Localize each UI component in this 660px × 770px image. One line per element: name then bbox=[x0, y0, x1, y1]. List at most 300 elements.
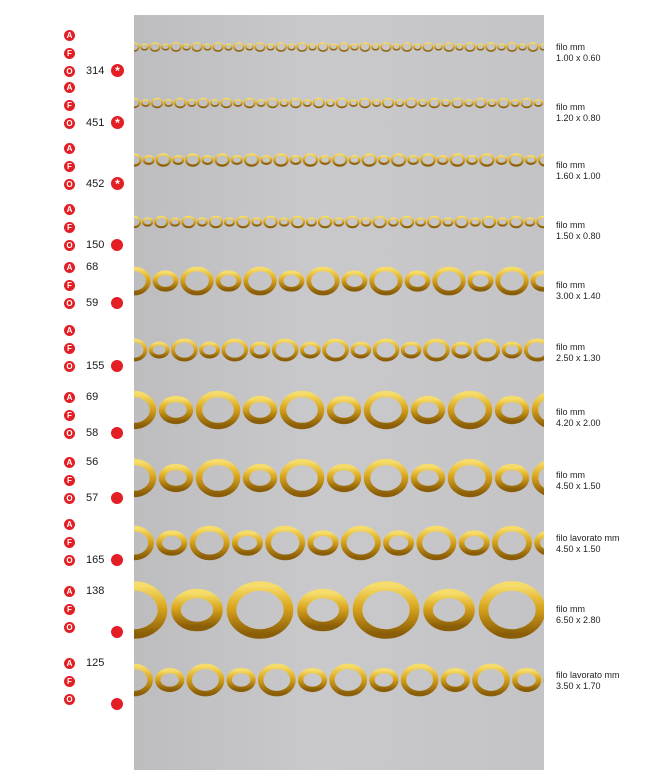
chain-link bbox=[134, 154, 141, 165]
chain-link bbox=[534, 100, 542, 106]
chain-link bbox=[451, 462, 489, 494]
chain-link bbox=[540, 44, 544, 50]
spec-label: filo mm bbox=[556, 604, 585, 614]
chain-link bbox=[324, 340, 347, 359]
chain-link bbox=[537, 217, 544, 227]
chain-link bbox=[314, 99, 324, 108]
chain-link bbox=[304, 154, 317, 165]
chain-link bbox=[367, 394, 405, 426]
chain-link bbox=[497, 156, 507, 164]
chain-link bbox=[297, 43, 307, 51]
chain-row bbox=[134, 154, 544, 165]
chain-link bbox=[225, 218, 234, 225]
chain-link bbox=[142, 100, 150, 106]
chain-link bbox=[451, 154, 464, 165]
chain-link bbox=[511, 100, 519, 106]
chain-link bbox=[362, 218, 371, 225]
code-o: 150 bbox=[86, 239, 105, 251]
code-o: 165 bbox=[86, 554, 105, 566]
letter-badge-f: F bbox=[64, 48, 75, 59]
spec-value: 3.00 x 1.40 bbox=[556, 291, 601, 301]
chain-link bbox=[157, 154, 170, 165]
chain-link bbox=[504, 343, 521, 356]
chain-link bbox=[332, 666, 364, 693]
chain-link bbox=[414, 44, 421, 50]
chain-link bbox=[330, 399, 358, 421]
chain-row bbox=[134, 529, 544, 558]
chain-link bbox=[327, 100, 335, 106]
spec-label: filo mm bbox=[556, 102, 585, 112]
chain-link bbox=[307, 218, 316, 225]
chain-link bbox=[537, 533, 544, 553]
code-a: 125 bbox=[86, 657, 105, 669]
chain-link bbox=[302, 594, 344, 627]
spec-value: 4.50 x 1.50 bbox=[556, 481, 601, 491]
letter-badge-a: A bbox=[64, 392, 75, 403]
star-icon: * bbox=[111, 64, 124, 77]
chain-link bbox=[526, 340, 544, 359]
chain-link bbox=[360, 99, 370, 108]
chain-link bbox=[261, 156, 271, 164]
chain-link bbox=[438, 156, 448, 164]
chain-link bbox=[165, 100, 173, 106]
chain-link bbox=[339, 43, 349, 51]
chain-link bbox=[379, 156, 389, 164]
chain-link bbox=[309, 44, 316, 50]
chain-link bbox=[444, 43, 454, 51]
chain-link bbox=[301, 671, 325, 690]
chain-link bbox=[182, 217, 194, 227]
chain-link bbox=[408, 156, 418, 164]
letter-badge-o: O bbox=[64, 428, 75, 439]
chain-link bbox=[367, 462, 405, 494]
chain-link bbox=[488, 100, 496, 106]
chain-link bbox=[386, 533, 411, 553]
chain-link bbox=[225, 44, 232, 50]
chain-link bbox=[480, 154, 493, 165]
star-icon: * bbox=[111, 116, 124, 129]
chain-link bbox=[396, 100, 404, 106]
chain-link bbox=[210, 217, 222, 227]
code-a: 138 bbox=[86, 585, 105, 597]
chain-link bbox=[193, 529, 227, 558]
code-o: 451 bbox=[86, 117, 105, 129]
letter-badge-o: O bbox=[64, 555, 75, 566]
chain-link bbox=[176, 594, 218, 627]
chain-link bbox=[192, 43, 202, 51]
chain-link bbox=[143, 218, 152, 225]
chain-link bbox=[280, 100, 288, 106]
chain-link bbox=[218, 273, 239, 290]
letter-badge-f: F bbox=[64, 475, 75, 486]
chain-link bbox=[443, 218, 452, 225]
code-a: 56 bbox=[86, 456, 99, 468]
chain-link bbox=[521, 99, 531, 108]
chain-link bbox=[471, 218, 480, 225]
chain-link bbox=[175, 99, 185, 108]
code-o: 57 bbox=[86, 492, 99, 504]
chain-link bbox=[498, 99, 508, 108]
chain-link bbox=[334, 218, 343, 225]
dot-icon bbox=[111, 492, 123, 504]
letter-badge-o: O bbox=[64, 694, 75, 705]
chain-link bbox=[452, 99, 462, 108]
specs-column bbox=[556, 0, 660, 770]
chain-link bbox=[173, 340, 196, 359]
chain-link bbox=[498, 218, 507, 225]
chain-link bbox=[252, 343, 269, 356]
chain-link bbox=[455, 217, 467, 227]
chain-link bbox=[435, 44, 442, 50]
chain-link bbox=[465, 100, 473, 106]
chain-link bbox=[416, 218, 425, 225]
chain-photos bbox=[134, 15, 544, 770]
chain-link bbox=[352, 343, 369, 356]
letter-badge-o: O bbox=[64, 493, 75, 504]
chain-link bbox=[232, 156, 242, 164]
chain-link bbox=[535, 394, 544, 426]
chain-link bbox=[360, 43, 370, 51]
chain-link bbox=[203, 156, 213, 164]
chain-link bbox=[199, 394, 237, 426]
codes-column bbox=[0, 0, 134, 770]
letter-badge-f: F bbox=[64, 676, 75, 687]
letter-badge-o: O bbox=[64, 179, 75, 190]
chain-link bbox=[381, 43, 391, 51]
chain-link bbox=[525, 218, 534, 225]
letter-badge-a: A bbox=[64, 457, 75, 468]
letter-badge-a: A bbox=[64, 519, 75, 530]
chain-link bbox=[344, 273, 365, 290]
chain-link bbox=[189, 666, 221, 693]
chain-link bbox=[134, 394, 153, 426]
chain-row bbox=[134, 269, 544, 293]
chain-link bbox=[403, 343, 420, 356]
chain-link bbox=[375, 340, 398, 359]
chain-link bbox=[246, 269, 275, 293]
chain-link bbox=[276, 43, 286, 51]
chain-link bbox=[451, 394, 489, 426]
chain-link bbox=[443, 671, 467, 690]
letter-badge-a: A bbox=[64, 262, 75, 273]
chain-link bbox=[419, 529, 453, 558]
chain-link bbox=[330, 467, 358, 489]
chain-link bbox=[539, 154, 544, 165]
chain-link bbox=[303, 100, 311, 106]
chain-link bbox=[486, 43, 496, 51]
chain-link bbox=[421, 154, 434, 165]
chain-link bbox=[280, 218, 289, 225]
chain-row bbox=[134, 43, 544, 51]
chain-link bbox=[351, 44, 358, 50]
letter-badge-f: F bbox=[64, 343, 75, 354]
letter-badge-o: O bbox=[64, 240, 75, 251]
dot-icon bbox=[111, 297, 123, 309]
chain-link bbox=[281, 273, 302, 290]
spec-value: 4.50 x 1.50 bbox=[556, 544, 601, 554]
letter-badge-a: A bbox=[64, 143, 75, 154]
chain-link bbox=[201, 343, 218, 356]
chain-row bbox=[134, 340, 544, 359]
chain-link bbox=[134, 462, 153, 494]
chain-link bbox=[462, 533, 487, 553]
chain-link bbox=[159, 533, 184, 553]
chain-link bbox=[372, 269, 401, 293]
chain-link bbox=[467, 156, 477, 164]
chain-link bbox=[401, 217, 413, 227]
chain-link bbox=[453, 343, 470, 356]
chain-link bbox=[498, 44, 505, 50]
chain-link bbox=[392, 154, 405, 165]
chain-link bbox=[330, 44, 337, 50]
spec-label: filo mm bbox=[556, 342, 585, 352]
chain-link bbox=[483, 217, 495, 227]
chain-link bbox=[186, 154, 199, 165]
chain-link bbox=[171, 43, 181, 51]
spec-value: 1.50 x 0.80 bbox=[556, 231, 601, 241]
chain-link bbox=[319, 217, 331, 227]
chain-link bbox=[498, 269, 527, 293]
spec-label: filo mm bbox=[556, 160, 585, 170]
letter-badge-a: A bbox=[64, 30, 75, 41]
spec-label: filo mm bbox=[556, 407, 585, 417]
chain-link bbox=[414, 467, 442, 489]
chain-link bbox=[535, 462, 544, 494]
letter-badge-a: A bbox=[64, 658, 75, 669]
chain-link bbox=[198, 99, 208, 108]
chain-link bbox=[211, 100, 219, 106]
chain-link bbox=[274, 154, 287, 165]
chain-link bbox=[246, 467, 274, 489]
chain-link bbox=[519, 44, 526, 50]
chain-link bbox=[429, 99, 439, 108]
chain-link bbox=[318, 43, 328, 51]
code-o: 314 bbox=[86, 65, 105, 77]
chain-link bbox=[151, 343, 168, 356]
chain-link bbox=[235, 533, 260, 553]
chain-link bbox=[302, 343, 319, 356]
chain-link bbox=[245, 154, 258, 165]
chain-row bbox=[134, 666, 544, 693]
chain-link bbox=[134, 269, 148, 293]
letter-badge-f: F bbox=[64, 280, 75, 291]
chain-link bbox=[134, 217, 140, 227]
chain-link bbox=[267, 99, 277, 108]
chain-link bbox=[406, 99, 416, 108]
chain-link bbox=[261, 666, 293, 693]
chain-link bbox=[155, 217, 167, 227]
chain-link bbox=[183, 269, 212, 293]
chain-link bbox=[170, 218, 179, 225]
chain-link bbox=[232, 586, 289, 634]
chain-link bbox=[372, 671, 396, 690]
chain-link bbox=[141, 44, 148, 50]
chain-link bbox=[198, 218, 207, 225]
letter-badge-f: F bbox=[64, 410, 75, 421]
dot-icon bbox=[111, 427, 123, 439]
chain-link bbox=[134, 99, 139, 108]
letter-badge-f: F bbox=[64, 161, 75, 172]
chain-link bbox=[134, 529, 151, 558]
chain-link bbox=[152, 99, 162, 108]
chain-link bbox=[134, 340, 145, 359]
chain-link bbox=[425, 340, 448, 359]
code-o: 155 bbox=[86, 360, 105, 372]
chain-link bbox=[283, 462, 321, 494]
chain-row bbox=[134, 586, 544, 634]
chain-row bbox=[134, 217, 544, 227]
letter-badge-a: A bbox=[64, 325, 75, 336]
chain-link bbox=[346, 217, 358, 227]
letter-badge-o: O bbox=[64, 118, 75, 129]
chain-link bbox=[393, 44, 400, 50]
dot-icon bbox=[111, 626, 123, 638]
chain-link bbox=[423, 43, 433, 51]
chain-link bbox=[510, 217, 522, 227]
chain-link bbox=[229, 671, 253, 690]
spec-label: filo mm bbox=[556, 470, 585, 480]
spec-label: filo lavorato mm bbox=[556, 670, 620, 680]
chain-link bbox=[515, 671, 539, 690]
letter-badge-f: F bbox=[64, 604, 75, 615]
chain-link bbox=[358, 586, 415, 634]
chain-link bbox=[484, 586, 541, 634]
chain-link bbox=[134, 43, 139, 51]
letter-badge-a: A bbox=[64, 82, 75, 93]
chain-link bbox=[244, 99, 254, 108]
chain-row bbox=[134, 99, 544, 108]
chain-link bbox=[267, 44, 274, 50]
chain-link bbox=[162, 399, 190, 421]
chain-link bbox=[428, 594, 470, 627]
spec-value: 2.50 x 1.30 bbox=[556, 353, 601, 363]
letter-badge-f: F bbox=[64, 537, 75, 548]
chain-link bbox=[290, 99, 300, 108]
chain-link bbox=[213, 43, 223, 51]
letter-badge-a: A bbox=[64, 204, 75, 215]
spec-value: 3.50 x 1.70 bbox=[556, 681, 601, 691]
chain-link bbox=[428, 217, 440, 227]
code-o: 59 bbox=[86, 297, 99, 309]
chain-link bbox=[337, 99, 347, 108]
code-o: 452 bbox=[86, 178, 105, 190]
chain-link bbox=[199, 462, 237, 494]
chain-link bbox=[407, 273, 428, 290]
chain-link bbox=[350, 156, 360, 164]
chain-link bbox=[188, 100, 196, 106]
chain-link bbox=[403, 666, 435, 693]
spec-value: 1.00 x 0.60 bbox=[556, 53, 601, 63]
code-o: 58 bbox=[86, 427, 99, 439]
spec-label: filo mm bbox=[556, 220, 585, 230]
dot-icon bbox=[111, 554, 123, 566]
chain-row bbox=[134, 462, 544, 494]
chain-link bbox=[288, 44, 295, 50]
star-icon: * bbox=[111, 177, 124, 190]
chain-link bbox=[134, 586, 163, 634]
chain-link bbox=[442, 100, 450, 106]
chain-link bbox=[162, 467, 190, 489]
chain-link bbox=[528, 43, 538, 51]
chain-link bbox=[292, 217, 304, 227]
chain-link bbox=[510, 154, 523, 165]
chain-link bbox=[333, 154, 346, 165]
chain-link bbox=[475, 99, 485, 108]
spec-value: 1.60 x 1.00 bbox=[556, 171, 601, 181]
chain-link bbox=[498, 399, 526, 421]
chain-link bbox=[477, 44, 484, 50]
spec-label: filo mm bbox=[556, 42, 585, 52]
chain-link bbox=[402, 43, 412, 51]
chain-link bbox=[344, 529, 378, 558]
chain-link bbox=[257, 100, 265, 106]
chain-link bbox=[470, 273, 491, 290]
chain-link bbox=[221, 99, 231, 108]
chain-link bbox=[310, 533, 335, 553]
chain-link bbox=[435, 269, 464, 293]
chain-link bbox=[475, 340, 498, 359]
chain-link bbox=[320, 156, 330, 164]
chain-link bbox=[374, 217, 386, 227]
letter-badge-o: O bbox=[64, 622, 75, 633]
chain-link bbox=[533, 273, 544, 290]
chain-link bbox=[234, 43, 244, 51]
chain-link bbox=[173, 156, 183, 164]
dot-icon bbox=[111, 239, 123, 251]
letter-badge-f: F bbox=[64, 100, 75, 111]
spec-value: 6.50 x 2.80 bbox=[556, 615, 601, 625]
chain-link bbox=[291, 156, 301, 164]
spec-value: 4.20 x 2.00 bbox=[556, 418, 601, 428]
chain-link bbox=[372, 44, 379, 50]
chain-link bbox=[234, 100, 242, 106]
chain-link bbox=[526, 156, 536, 164]
chain-link bbox=[414, 399, 442, 421]
chain-link bbox=[498, 467, 526, 489]
chain-link bbox=[475, 666, 507, 693]
chain-link bbox=[363, 154, 376, 165]
chain-link bbox=[204, 44, 211, 50]
letter-badge-o: O bbox=[64, 66, 75, 77]
chain-link bbox=[507, 43, 517, 51]
chain-link bbox=[246, 44, 253, 50]
chain-link bbox=[350, 100, 358, 106]
chain-link bbox=[309, 269, 338, 293]
code-a: 69 bbox=[86, 391, 99, 403]
chain-link bbox=[150, 43, 160, 51]
chain-link bbox=[283, 394, 321, 426]
chain-link bbox=[264, 217, 276, 227]
chain-link bbox=[183, 44, 190, 50]
chain-link bbox=[274, 340, 297, 359]
letter-badge-o: O bbox=[64, 298, 75, 309]
chain-link bbox=[155, 273, 176, 290]
chain-link bbox=[134, 666, 150, 693]
chain-link bbox=[495, 529, 529, 558]
chain-link bbox=[237, 217, 249, 227]
letter-badge-f: F bbox=[64, 222, 75, 233]
chain-link bbox=[389, 218, 398, 225]
code-a: 68 bbox=[86, 261, 99, 273]
chain-link bbox=[456, 44, 463, 50]
letter-badge-o: O bbox=[64, 361, 75, 372]
chain-link bbox=[158, 671, 182, 690]
chain-link bbox=[223, 340, 246, 359]
chain-link bbox=[383, 99, 393, 108]
spec-label: filo lavorato mm bbox=[556, 533, 620, 543]
dot-icon bbox=[111, 360, 123, 372]
letter-badge-a: A bbox=[64, 586, 75, 597]
